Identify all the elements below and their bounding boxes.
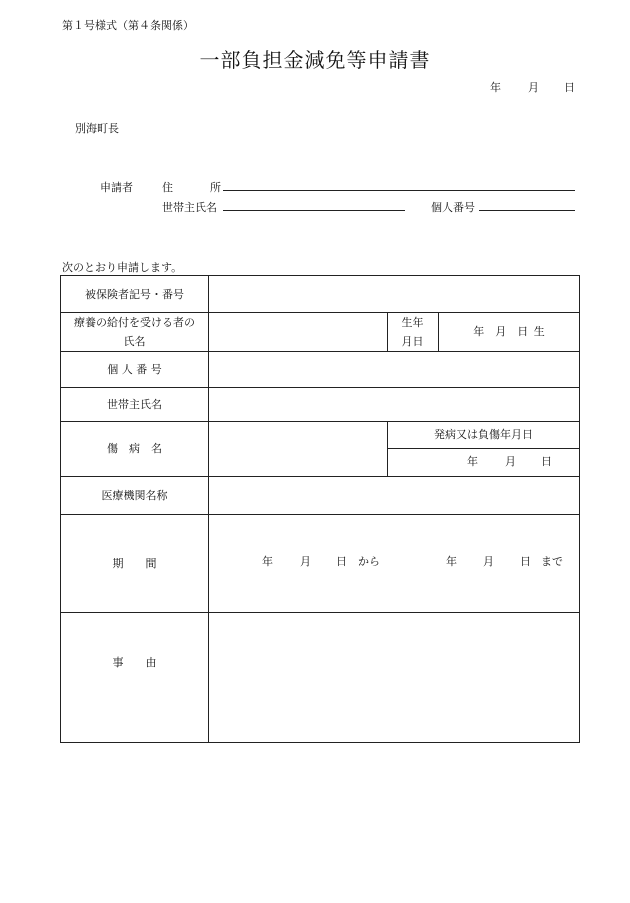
personal-number-field[interactable] bbox=[209, 351, 579, 387]
disease-name-field[interactable] bbox=[209, 421, 387, 476]
period-from-month: 月 bbox=[300, 555, 311, 568]
applicant-label: 申請者 bbox=[100, 181, 133, 194]
my-number-label: 個人番号 bbox=[431, 201, 475, 214]
my-number-field[interactable] bbox=[479, 210, 575, 211]
birthdate-label-line2: 月日 bbox=[401, 334, 424, 348]
household-head-row-field[interactable] bbox=[209, 387, 579, 421]
onset-year-label: 年 bbox=[467, 455, 478, 468]
period-to-month: 月 bbox=[483, 555, 494, 568]
reason-label: 事 由 bbox=[112, 655, 157, 669]
institution-label: 医療機関名称 bbox=[101, 488, 168, 502]
application-table bbox=[60, 275, 580, 743]
document-title: 一部負担金減免等申請書 bbox=[199, 48, 431, 72]
form-number: 第１号様式（第４条関係） bbox=[62, 19, 194, 32]
recipient-label-line2: 氏名 bbox=[123, 334, 146, 348]
reason-field[interactable] bbox=[209, 612, 579, 742]
period-from-year: 年 bbox=[262, 555, 273, 568]
household-head-field[interactable] bbox=[223, 210, 405, 211]
address-field[interactable] bbox=[223, 190, 575, 191]
onset-date-label: 発病又は負傷年月日 bbox=[434, 428, 533, 441]
period-to-year: 年 bbox=[446, 555, 457, 568]
recipient-label-line1: 療養の給付を受ける者の bbox=[74, 315, 195, 329]
personal-number-label: 個 人 番 号 bbox=[107, 362, 162, 376]
household-head-row-label: 世帯主氏名 bbox=[107, 397, 162, 411]
period-label: 期 間 bbox=[112, 556, 157, 570]
date-year-label: 年 bbox=[490, 81, 501, 94]
addressee: 別海町長 bbox=[75, 122, 119, 135]
onset-day-label: 日 bbox=[541, 455, 552, 468]
birthdate-label-line1: 生年 bbox=[401, 315, 424, 329]
onset-month-label: 月 bbox=[505, 455, 516, 468]
recipient-name-label bbox=[61, 312, 208, 351]
address-label-part2: 所 bbox=[210, 181, 221, 194]
insurer-number-label: 被保険者記号・番号 bbox=[85, 287, 184, 301]
insurer-number-field[interactable] bbox=[209, 276, 579, 312]
institution-field[interactable] bbox=[209, 476, 579, 514]
date-day-label: 日 bbox=[564, 81, 575, 94]
intro-text: 次のとおり申請します。 bbox=[62, 261, 183, 274]
period-from-suffix: から bbox=[358, 555, 380, 568]
birthdate-label bbox=[387, 312, 438, 351]
address-label-part1: 住 bbox=[162, 181, 173, 194]
birthdate-field[interactable]: 年 月 日 生 bbox=[473, 325, 545, 338]
period-from-day: 日 bbox=[336, 555, 347, 568]
recipient-name-field[interactable] bbox=[209, 312, 387, 351]
period-to-day: 日 bbox=[520, 555, 531, 568]
household-head-label: 世帯主氏名 bbox=[162, 201, 217, 214]
disease-name-label: 傷 病 名 bbox=[107, 442, 162, 455]
date-month-label: 月 bbox=[528, 81, 539, 94]
period-to-suffix: まで bbox=[541, 555, 563, 568]
